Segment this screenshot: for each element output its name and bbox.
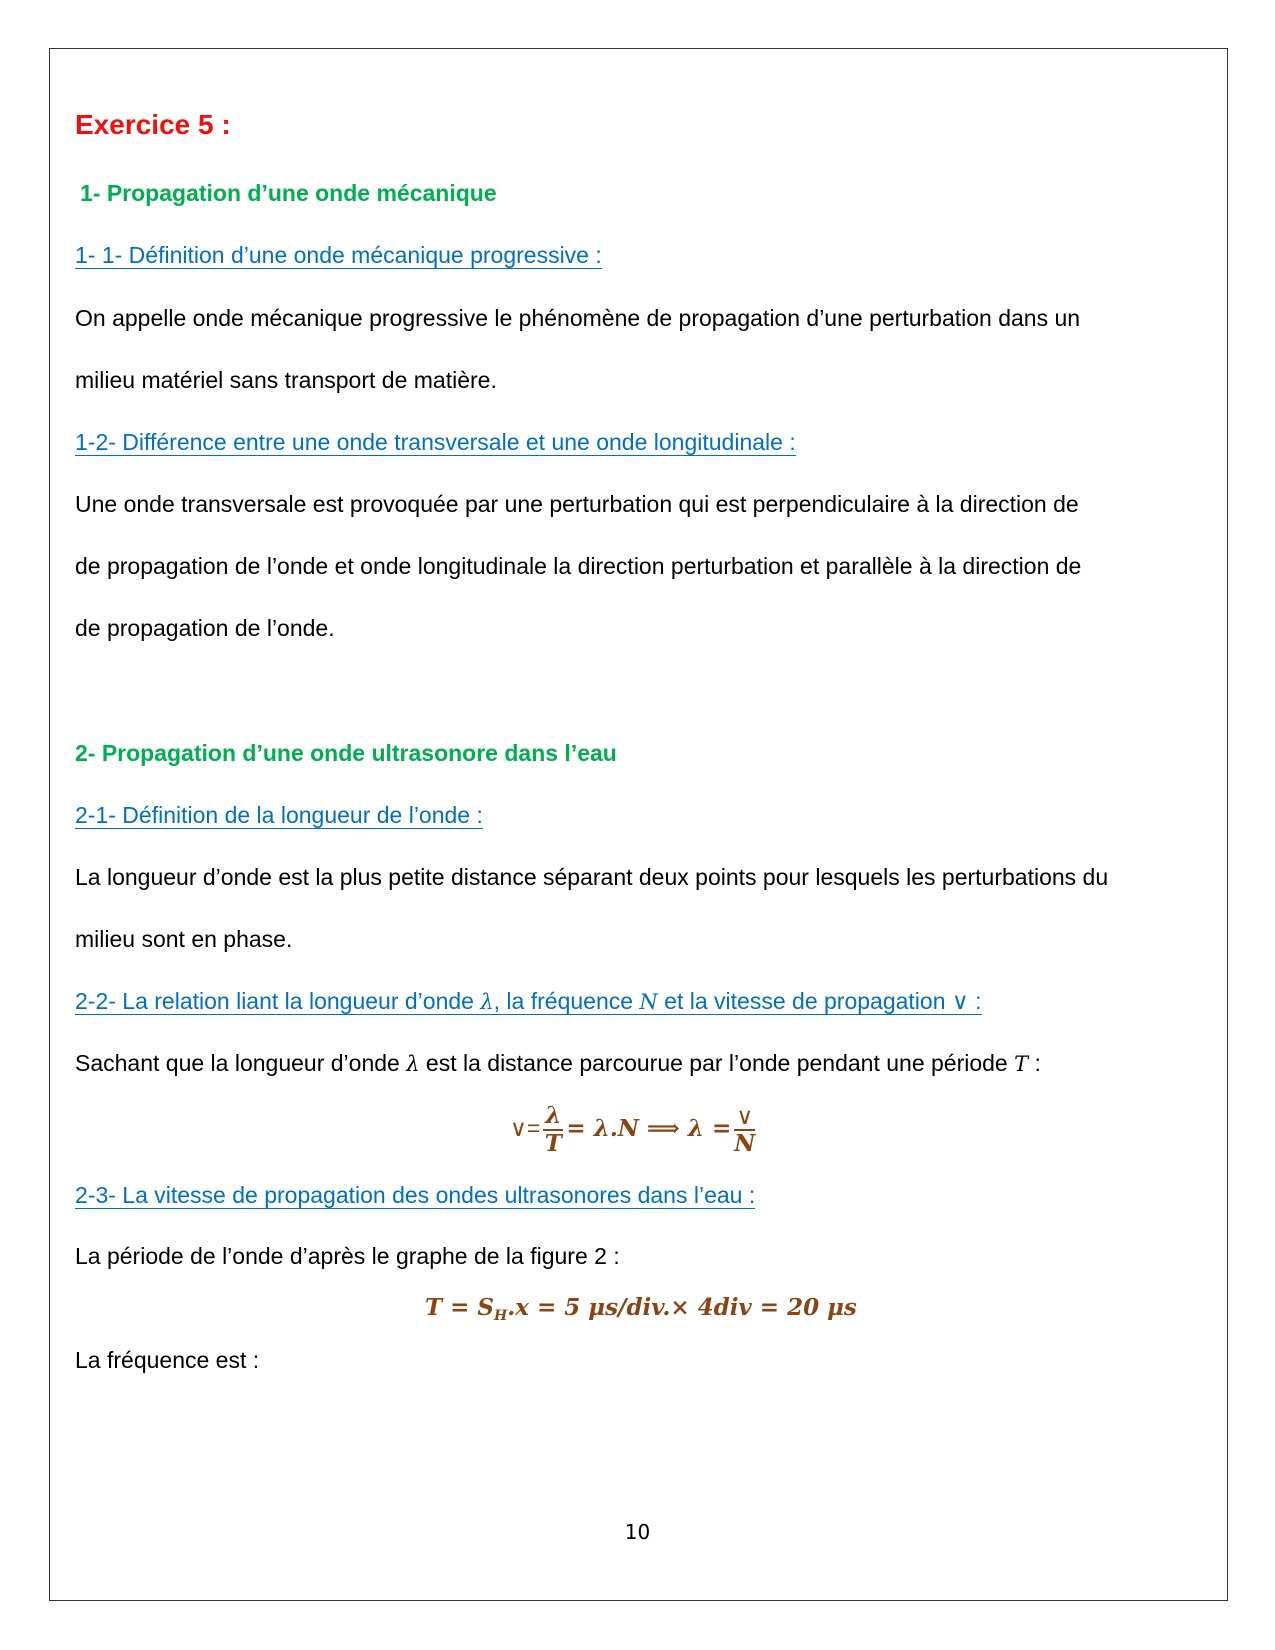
title-part: 2-2- La relation liant la longueur d’onde bbox=[75, 988, 481, 1014]
paragraph-line: milieu matériel sans transport de matière. bbox=[75, 367, 497, 393]
paragraph-line: milieu sont en phase. bbox=[75, 926, 293, 952]
eq-velocity: ∨ bbox=[510, 1115, 527, 1141]
page-number: 10 bbox=[624, 1520, 651, 1544]
denominator: T bbox=[544, 1130, 562, 1157]
title-part: , la fréquence bbox=[493, 988, 640, 1014]
paragraph-line: de propagation de l’onde. bbox=[75, 615, 335, 641]
subsection-2-3-title-text: 2-3- La vitesse de propagation des ondes ultrasonores dans l’eau : bbox=[75, 1182, 756, 1208]
paragraph-line: On appelle onde mécanique progressive le phénomène de propagation d’une perturbation dans un bbox=[75, 305, 1081, 331]
section-2-heading: 2- Propagation d’une onde ultrasonore dans l’eau bbox=[75, 740, 617, 766]
equation-period bbox=[425, 1294, 857, 1324]
paragraph-line: de propagation de l’onde et onde longitudinale la direction perturbation et parallèle à la direction de bbox=[75, 553, 1082, 579]
frequency-symbol: N bbox=[639, 990, 658, 1014]
text-part: est la distance parcourue par l’onde pendant une période bbox=[419, 1050, 1015, 1076]
denominator: N bbox=[734, 1130, 756, 1157]
period-symbol: T bbox=[1014, 1052, 1029, 1076]
text-part: Sachant que la longueur d’onde bbox=[75, 1050, 407, 1076]
paragraph-line: La période de l’onde d’après le graphe de la figure 2 : bbox=[75, 1243, 620, 1269]
subsection-2-1-title bbox=[75, 800, 483, 830]
exercise-title: Exercice 5 : bbox=[75, 109, 231, 140]
subsection-1-1-title bbox=[75, 240, 602, 270]
text-part: : bbox=[1028, 1050, 1041, 1076]
lambda-symbol: λ bbox=[480, 990, 494, 1014]
eq-part: .x = 5 μs/div.× 4div = 20 μs bbox=[507, 1294, 857, 1321]
subsection-1-1-title-text: 1- 1- Définition d’une onde mécanique progressive : bbox=[75, 242, 602, 268]
numerator: λ bbox=[545, 1102, 562, 1129]
numerator: ∨ bbox=[734, 1103, 755, 1131]
eq-part: T = S bbox=[425, 1294, 495, 1321]
subsection-1-2-title-text: 1-2- Différence entre une onde transversale et une onde longitudinale : bbox=[75, 429, 796, 455]
lambda-symbol: λ bbox=[406, 1052, 420, 1076]
paragraph-line: Une onde transversale est provoquée par une perturbation qui est perpendiculaire à la direction de bbox=[75, 491, 1079, 517]
subsection-2-2-title-text bbox=[75, 988, 982, 1015]
equation-wavelength bbox=[510, 1103, 758, 1157]
subsection-2-3-title bbox=[75, 1180, 755, 1210]
eq-subscript: H bbox=[494, 1308, 508, 1324]
subsection-2-2-title bbox=[75, 986, 982, 1016]
paragraph-line: La longueur d’onde est la plus petite distance séparant deux points pour lesquels les perturbations du bbox=[75, 864, 1109, 890]
eq-middle: = λ.N ⟹ λ = bbox=[566, 1115, 732, 1142]
fraction-v-over-N bbox=[734, 1103, 755, 1157]
fraction-lambda-over-T bbox=[543, 1103, 563, 1157]
section-1-heading: 1- Propagation d’une onde mécanique bbox=[80, 180, 497, 206]
paragraph-line: La fréquence est : bbox=[75, 1347, 260, 1373]
paragraph-line bbox=[75, 1048, 1041, 1079]
eq-equals: = bbox=[526, 1115, 541, 1141]
subsection-2-1-title-text: 2-1- Définition de la longueur de l’onde : bbox=[75, 802, 483, 828]
subsection-1-2-title bbox=[75, 427, 796, 457]
title-part: et la vitesse de propagation ∨ : bbox=[657, 988, 982, 1014]
